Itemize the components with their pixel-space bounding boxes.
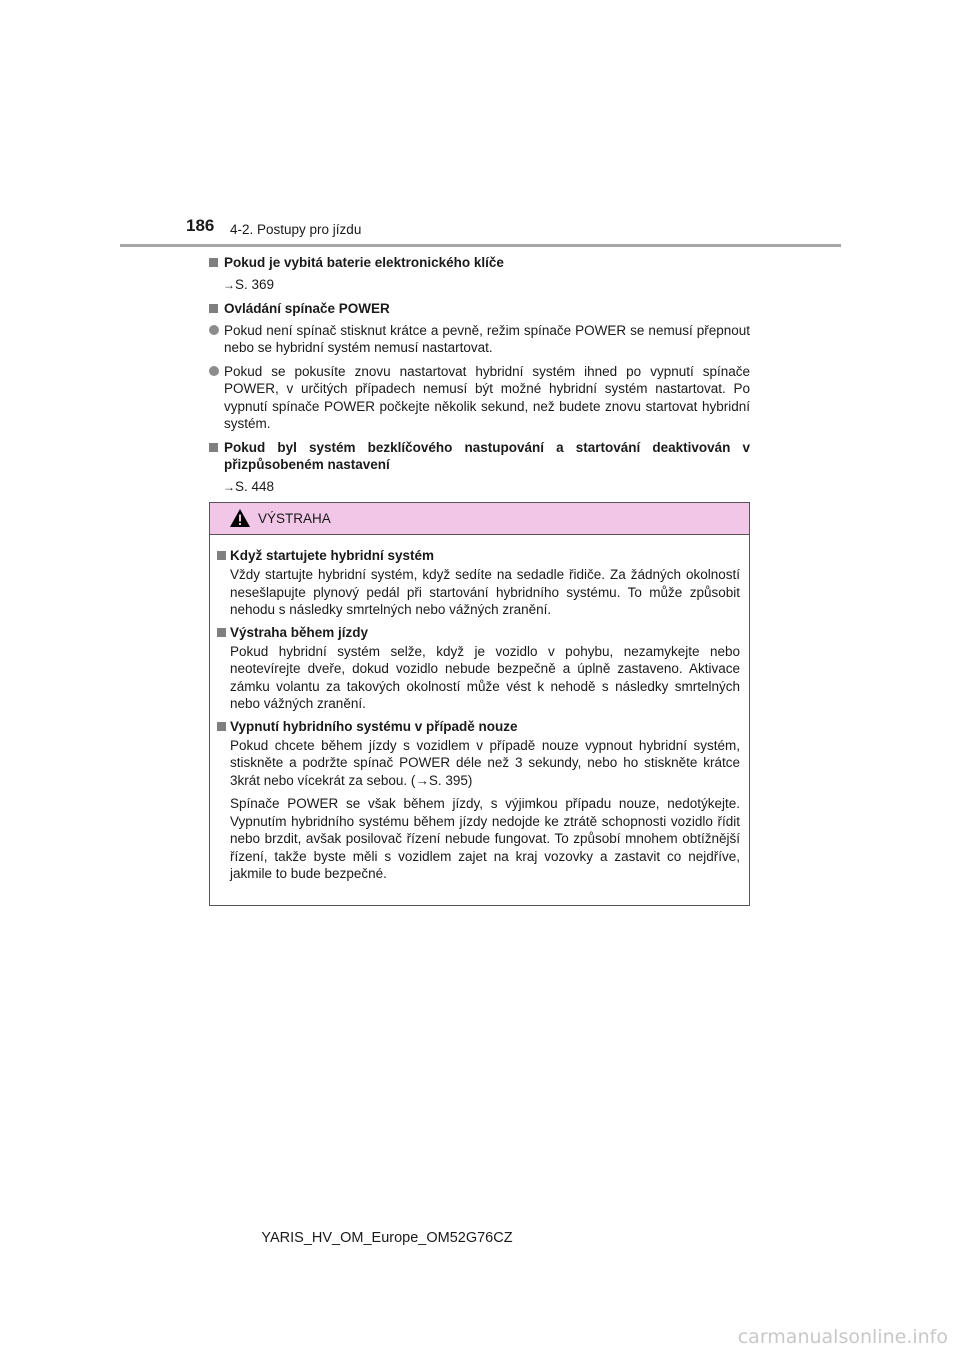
section-square-icon (217, 628, 226, 637)
page-reference (209, 276, 750, 295)
warning-item-heading (217, 624, 740, 641)
list-item-text: Pokud není spínač stisknut krátce a pevně, režim spínače POWER se nemusí přepnout nebo se hybridní systém nemusí nastartovat. (224, 322, 750, 355)
section-square-icon (209, 304, 218, 313)
warning-paragraph: Vždy startujte hybridní systém, když sedíte na sedadle řidiče. Za žádných okolností nesešlapujte plynový pedál při startování hybridního systému. To může způsobit nehodu s následky smrtelných nebo vážných zranění. (230, 567, 740, 618)
bullet-dot-icon (209, 325, 219, 335)
watermark: carmanualsonline.info (737, 1326, 948, 1348)
section-heading (209, 439, 750, 474)
footer (0, 1230, 960, 1246)
document-code: YARIS_HV_OM_Europe_OM52G76CZ (261, 1230, 513, 1246)
list-item (209, 363, 750, 433)
section-heading-text: Ovládání spínače POWER (224, 301, 390, 316)
list-item (209, 322, 750, 357)
warning-item-heading-text: Vypnutí hybridního systému v případě nouze (230, 718, 518, 734)
warning-paragraph: Pokud hybridní systém selže, když je vozidlo v pohybu, nezamykejte nebo neotevírejte dveře, dokud vozidlo nebude bezpečně a úplně zastaveno. Aktivace zámku volantu za takových okolností může vést k nehodě s následky smrtelných nebo vážných zranění. (230, 644, 740, 712)
section-heading-text: Pokud byl systém bezklíčového nastupování a startování deaktivován v přizpůsobeném nastavení (224, 439, 750, 472)
section-square-icon (209, 258, 218, 267)
warning-body (210, 535, 749, 882)
page-reference (209, 478, 750, 497)
page-number: 186 (186, 216, 215, 235)
warning-item-heading-text: Výstraha během jízdy (230, 624, 369, 640)
warning-item-heading-text: Když startujete hybridní systém (230, 548, 435, 563)
section-heading (209, 300, 750, 318)
arrow-right-icon: → (223, 277, 235, 292)
warning-paragraph: Pokud chcete během jízdy s vozidlem v případě nouze vypnout hybridní systém, stiskněte a podržte spínač POWER déle než 3 sekundy, nebo ho stiskněte krátce 3krát nebo vícekrát za sebou. (→S. 395) (230, 738, 740, 788)
main-content (209, 254, 750, 500)
section-heading-text: Pokud je vybitá baterie elektronického klíče (224, 255, 504, 270)
section-square-icon (217, 551, 226, 560)
warning-box (209, 502, 750, 906)
list-item-text: Pokud se pokusíte znovu nastartovat hybridní systém ihned po vypnutí spínače POWER, v určitých případech nemusí být možné hybridní systém nastartovat. Po vypnutí spínače POWER počkejte několik sekund, než budete znovu startovat hybridní systém. (224, 363, 750, 431)
bullet-dot-icon (209, 366, 219, 376)
warning-paragraph: Spínače POWER se však během jízdy, s výjimkou případu nouze, nedotýkejte. Vypnutím hybridního systému během jízdy nedojde ke ztrátě schopnosti vozidlo řídit nebo brzdit, avšak posilovač řízení nebude fungovat. To způsobí mnohem obtížnější řízení, takže byste měli s vozidlem zajet na kraj vozovky a zastavit co nejdříve, jakmile to bude bezpečné. (230, 796, 740, 881)
chapter-title: 4-2. Postupy pro jízdu (230, 222, 362, 237)
section-square-icon (209, 443, 218, 452)
warning-header (210, 503, 749, 535)
warning-triangle-icon (229, 508, 251, 528)
header-rule (120, 244, 841, 247)
section-square-icon (217, 722, 226, 731)
section-heading (209, 254, 750, 272)
page-reference-text: S. 369 (235, 276, 275, 292)
warning-title: VÝSTRAHA (258, 511, 331, 526)
page-reference-text: S. 448 (235, 478, 275, 494)
warning-item-heading (217, 718, 740, 735)
warning-item-heading (217, 547, 740, 564)
arrow-right-icon: → (223, 479, 235, 494)
